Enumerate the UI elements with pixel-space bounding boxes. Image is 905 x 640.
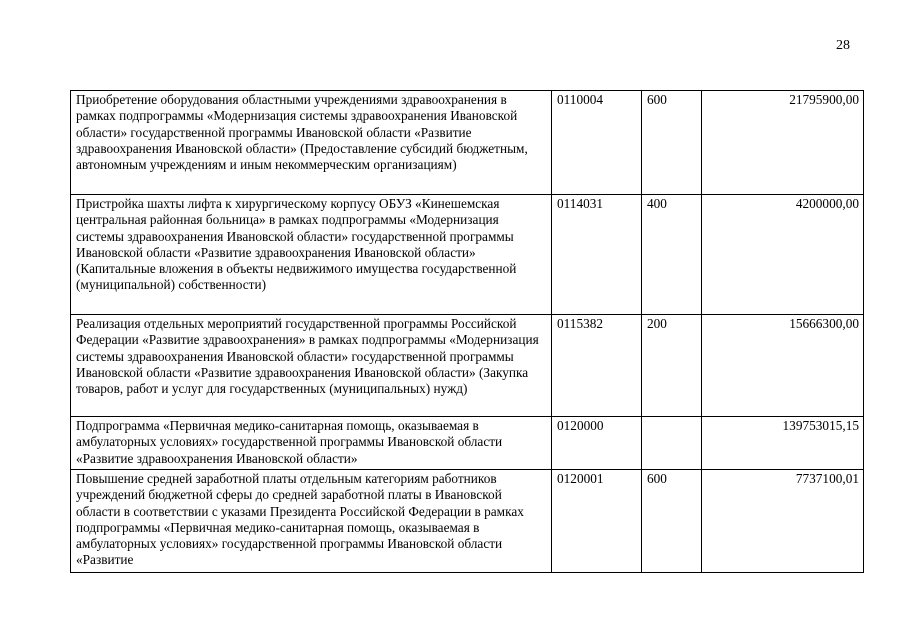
- table-row: [71, 470, 864, 573]
- table-row: [71, 195, 864, 315]
- target-article-code: 0120001: [552, 470, 642, 573]
- expense-type-code: 600: [642, 91, 702, 195]
- amount-value: 139753015,15: [702, 417, 864, 470]
- expense-type-code: [642, 417, 702, 470]
- amount-value: 4200000,00: [702, 195, 864, 315]
- row-description: Приобретение оборудования областными учреждениями здравоохранения в рамках подпрограммы «Модернизация системы здравоохранения Ивановской области» государственной программы Ивановской области «Развитие здравоохранения Ивановской области» (Предоставление субсидий бюджетным, автономным учреждениям и иным некоммерческим организациям): [71, 91, 552, 195]
- table-row: [71, 315, 864, 417]
- table-row: [71, 417, 864, 470]
- target-article-code: 0120000: [552, 417, 642, 470]
- expense-type-code: 400: [642, 195, 702, 315]
- table-row: [71, 91, 864, 195]
- target-article-code: 0110004: [552, 91, 642, 195]
- expense-type-code: 200: [642, 315, 702, 417]
- expense-type-code: 600: [642, 470, 702, 573]
- row-description: Повышение средней заработной платы отдельным категориям работников учреждений бюджетной сферы до средней заработной платы в Ивановской области в соответствии с указами Президента Российской Федерации в рамках подпрограммы «Первичная медико-санитарная помощь, оказываемая в амбулаторных условиях» государственной программы Ивановской области «Развитие: [71, 470, 552, 573]
- page-number: 28: [836, 38, 850, 53]
- amount-value: 15666300,00: [702, 315, 864, 417]
- budget-table: [70, 90, 864, 573]
- row-description: Подпрограмма «Первичная медико-санитарная помощь, оказываемая в амбулаторных условиях» государственной программы Ивановской области «Развитие здравоохранения Ивановской области»: [71, 417, 552, 470]
- target-article-code: 0115382: [552, 315, 642, 417]
- amount-value: 7737100,01: [702, 470, 864, 573]
- row-description: Реализация отдельных мероприятий государственной программы Российской Федерации «Развитие здравоохранения» в рамках подпрограммы «Модернизация системы здравоохранения Ивановской области» государственной программы Ивановской области «Развитие здравоохранения Ивановской области» (Закупка товаров, работ и услуг для государственных (муниципальных) нужд): [71, 315, 552, 417]
- target-article-code: 0114031: [552, 195, 642, 315]
- amount-value: 21795900,00: [702, 91, 864, 195]
- row-description: Пристройка шахты лифта к хирургическому корпусу ОБУЗ «Кинешемская центральная районная больница» в рамках подпрограммы «Модернизация системы здравоохранения Ивановской области» государственной программы Ивановской области «Развитие здравоохранения Ивановской области» (Капитальные вложения в объекты недвижимого имущества государственной (муниципальной) собственности): [71, 195, 552, 315]
